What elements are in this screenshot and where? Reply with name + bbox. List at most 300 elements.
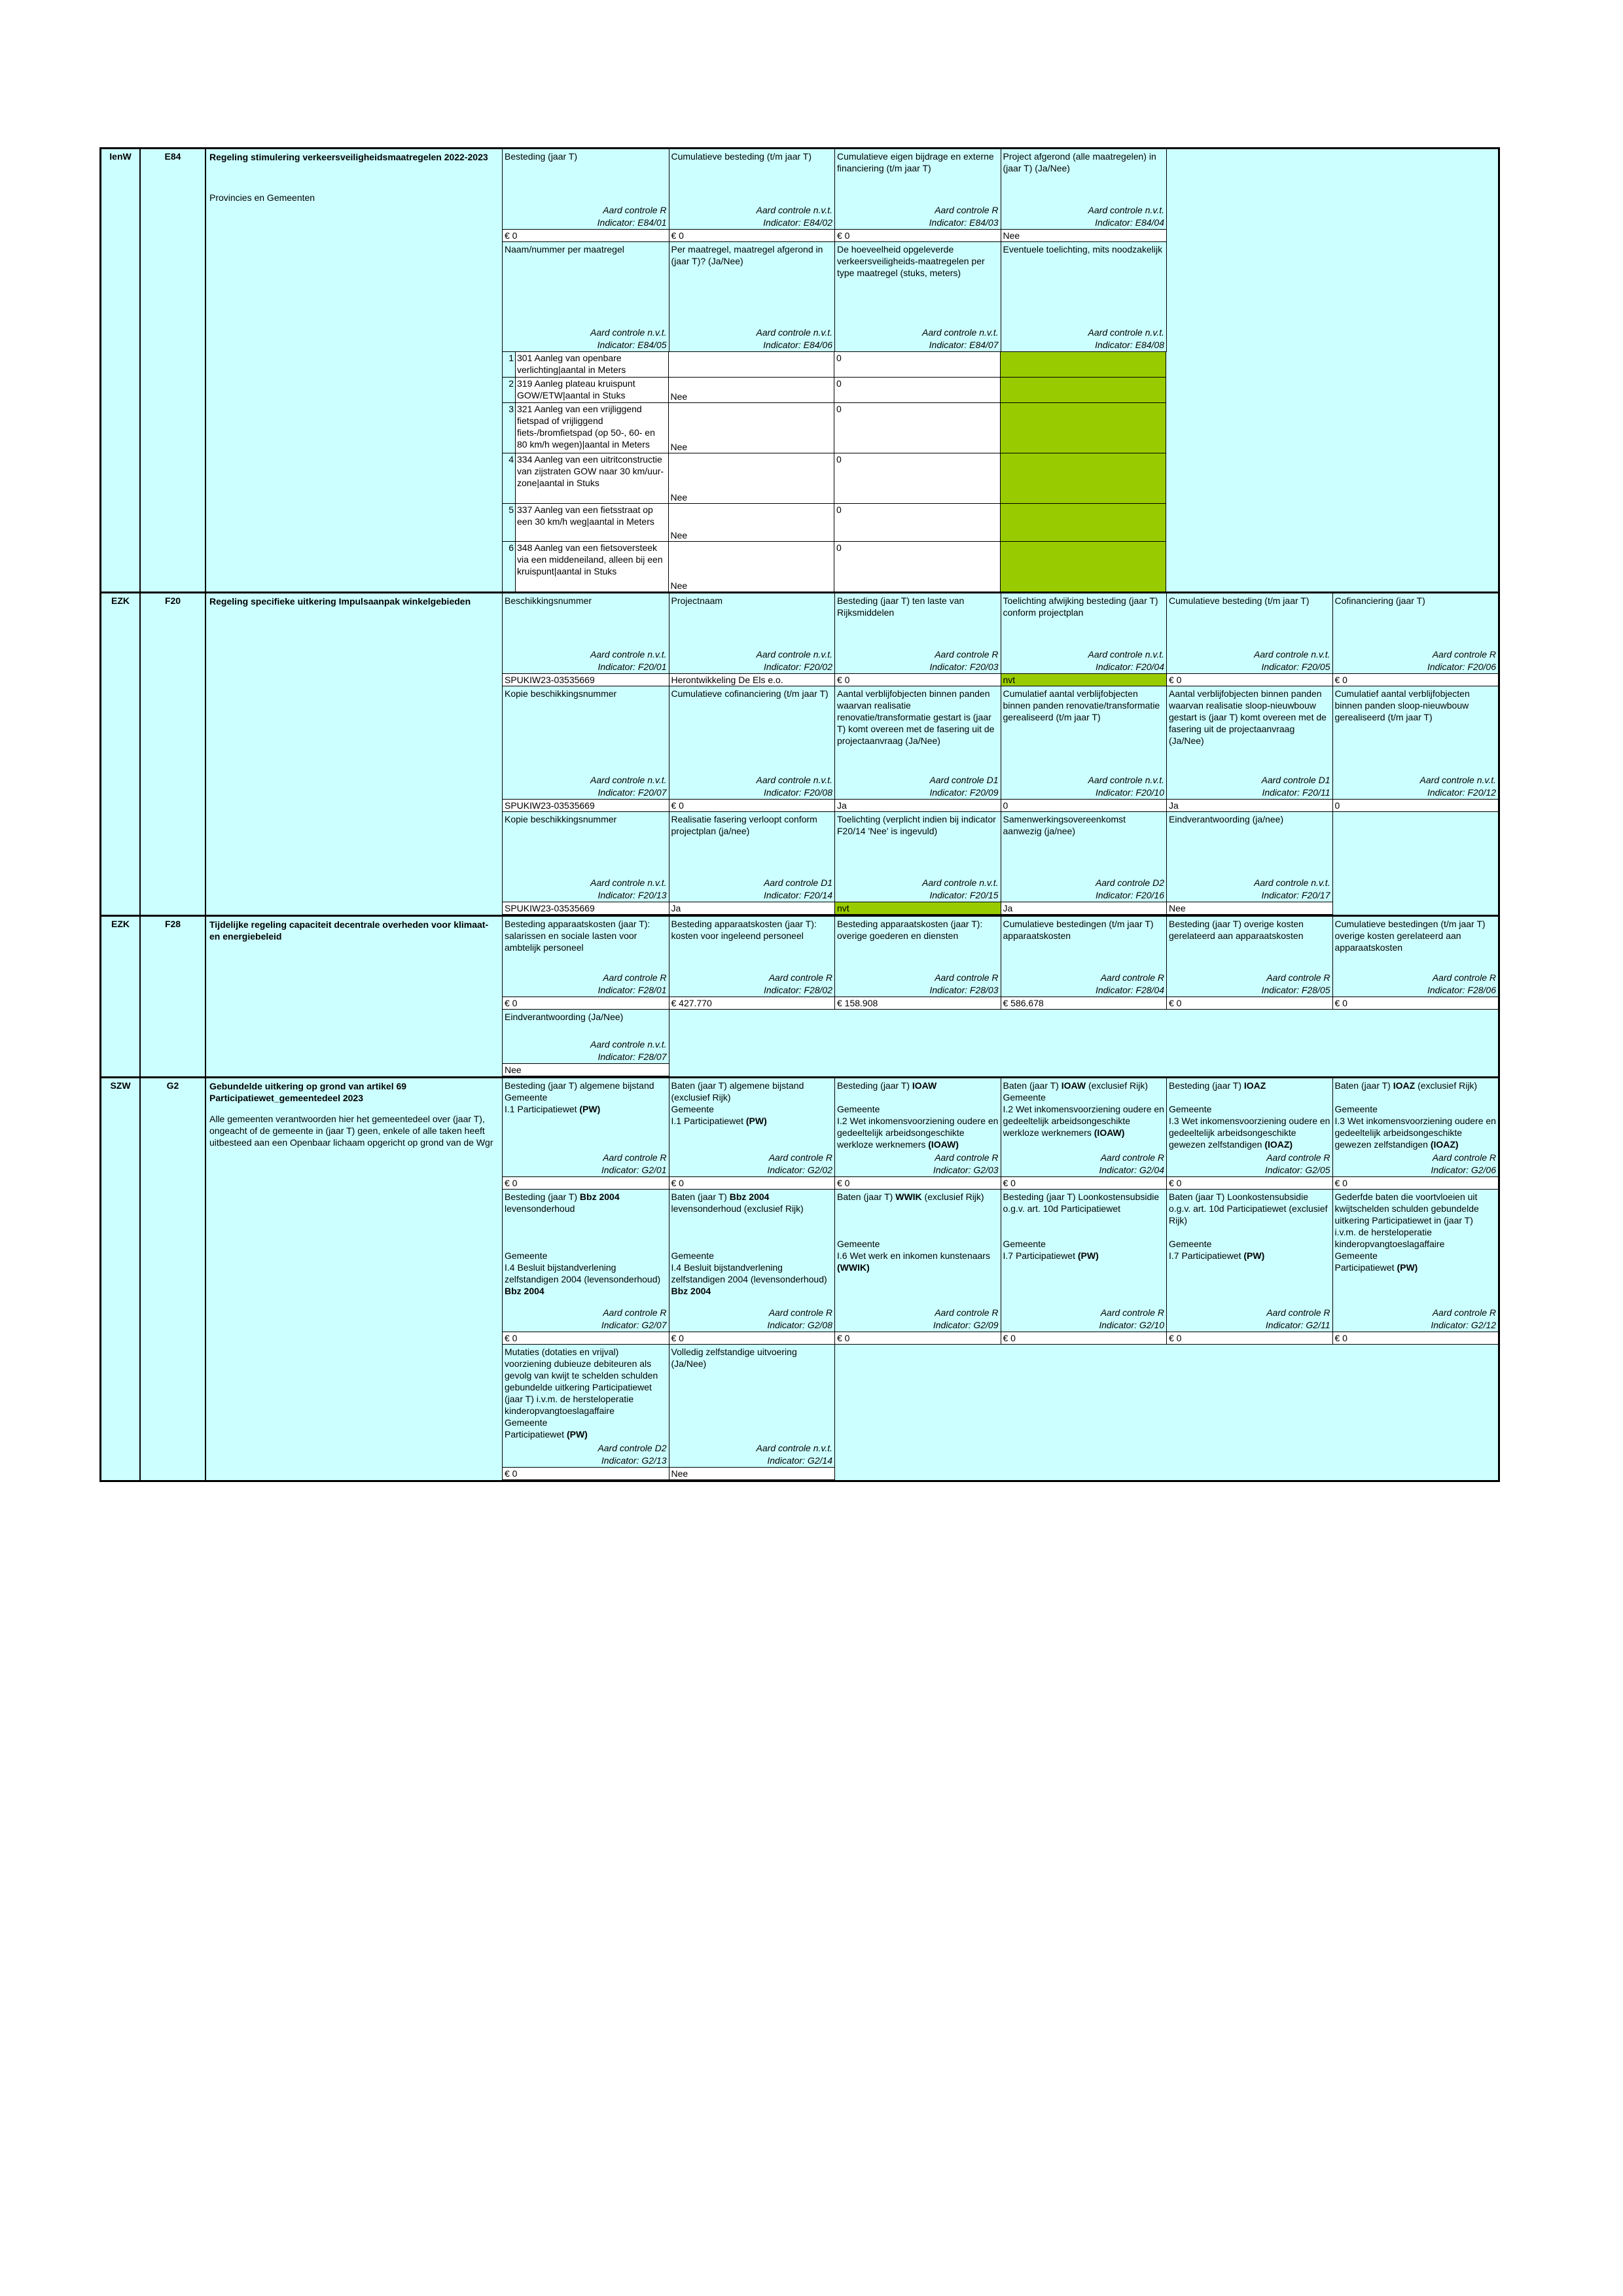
indicator-value[interactable]: € 0 [1167,1176,1332,1190]
section-f20 [101,593,1498,917]
regulation-name-cell [206,917,503,1076]
indicator-value[interactable]: € 0 [1333,673,1499,686]
indicator-code: Indicator: F20/07 [597,787,667,798]
indicator-cell [1001,149,1167,242]
indicator-code: Indicator: F20/02 [763,662,832,672]
control-type: Aard controle n.v.t. [1254,649,1330,660]
indicator-code: Indicator: F20/14 [763,890,832,900]
measure-number: 6 [503,542,516,592]
indicator-value[interactable]: Nee [1167,902,1332,915]
indicator-code: Indicator: F28/06 [1427,985,1496,995]
indicator-row [503,917,1498,1010]
indicator-value[interactable]: SPUKIW23-03535669 [503,799,669,812]
empty-cell [834,1010,1001,1076]
indicator-cell [1001,1078,1167,1190]
measure-name: 337 Aanleg van een fietsstraat op een 30 km/h weg|aantal in Meters [516,504,669,541]
measure-completed[interactable]: Nee [669,542,835,592]
indicator-row [503,593,1498,686]
indicator-code: Indicator: F28/01 [597,985,667,995]
indicator-code: Indicator: G2/07 [601,1320,667,1330]
control-type: Aard controle n.v.t. [1088,205,1164,215]
indicator-cell [1001,1190,1167,1345]
indicator-label: Cumulatieve eigen bijdrage en externe financiering (t/m jaar T) [837,151,994,173]
measure-name: 319 Aanleg plateau kruispunt GOW/ETW|aantal in Stuks [516,378,669,402]
measure-remark[interactable] [1001,403,1167,453]
section-f28 [101,917,1498,1078]
indicator-label: Project afgerond (alle maatregelen) in (jaar T) (Ja/Nee) [1003,151,1156,173]
indicator-value[interactable]: Ja [1001,902,1167,915]
indicator-value[interactable]: € 427.770 [669,997,835,1010]
indicator-row [503,1190,1498,1345]
indicator-code: Indicator: F20/15 [929,890,999,900]
indicator-code: Indicator: E84/03 [929,217,999,228]
indicator-label: Besteding (jaar T) overige kosten gerelateerd aan apparaatskosten [1169,919,1304,941]
indicator-cell [834,812,1001,915]
indicator-grid [503,1078,1498,1480]
indicator-code: Indicator: G2/01 [601,1165,667,1175]
indicator-label: Toelichting (verplicht indien bij indicator F20/14 'Nee' is ingevuld) [837,814,996,836]
indicator-value[interactable]: € 0 [1001,1176,1167,1190]
regulation-code: E84 [141,149,206,592]
control-type: Aard controle R [1266,972,1330,983]
indicator-cell [503,1010,669,1076]
indicator-label: Volledig zelfstandige uitvoering (Ja/Nee) [671,1347,797,1369]
indicator-value[interactable]: € 0 [1001,1332,1167,1345]
indicator-label: Naam/nummer per maatregel [505,244,624,255]
regulation-code: G2 [141,1078,206,1480]
indicator-code: Indicator: F20/08 [763,787,832,798]
indicator-code: Indicator: F28/07 [597,1051,667,1062]
indicator-value[interactable]: Ja [835,799,1001,812]
measure-number: 4 [503,453,516,503]
empty-cell [1332,242,1499,352]
empty-area [1166,352,1498,592]
indicator-cell [669,686,835,812]
indicator-code: Indicator: G2/02 [767,1165,832,1175]
indicator-code: Indicator: G2/14 [767,1455,832,1466]
indicator-row [503,686,1498,812]
control-type: Aard controle R [935,205,999,215]
indicator-value[interactable]: Herontwikkeling De Els e.o. [669,673,835,686]
indicator-value[interactable]: SPUKIW23-03535669 [503,673,669,686]
control-type: Aard controle n.v.t. [756,1443,832,1453]
control-type: Aard controle R [935,1152,999,1163]
indicator-cell [669,812,835,915]
measure-row [503,453,1166,504]
ministry-cell: EZK [101,593,141,915]
control-type: Aard controle R [603,1307,667,1318]
control-type: Aard controle R [1266,1152,1330,1163]
control-type: Aard controle n.v.t. [1088,649,1164,660]
indicator-cell [1166,686,1332,812]
measure-name: 334 Aanleg van een uitritconstructie van zijstraten GOW naar 30 km/uur-zone|aantal in Stuks [516,453,669,503]
indicator-label: Samenwerkingsovereenkomst aanwezig (ja/nee) [1003,814,1126,836]
section-e84 [101,149,1498,593]
control-type: Aard controle R [1266,1307,1330,1318]
indicator-label: Besteding (jaar T) algemene bijstand Gemeente I.1 Participatiewet (PW) [505,1080,654,1114]
indicator-cell [503,1190,669,1345]
control-type: Aard controle n.v.t. [922,877,999,888]
control-type: Aard controle D1 [1261,775,1330,785]
measure-completed[interactable]: Nee [669,403,835,453]
indicator-value[interactable]: € 0 [669,229,835,242]
indicator-label: Cumulatief aantal verblijfobjecten binnen panden sloop-nieuwbouw gerealiseerd (t/m jaar T) [1334,688,1470,722]
indicator-label: Cumulatieve bestedingen (t/m jaar T) apparaatskosten [1003,919,1154,941]
control-type: Aard controle R [1432,649,1496,660]
indicator-value[interactable]: € 0 [1333,1176,1499,1190]
measure-name: 321 Aanleg van een vrijliggend fietspad of vrijliggend fiets-/bromfietspad (op 50-, 60- en 80 km/h wegen)|aantal in Meters [516,403,669,453]
indicator-row [503,1078,1498,1190]
indicator-value[interactable]: € 0 [669,1332,835,1345]
measure-name: 348 Aanleg van een fietsoversteek via een middeneiland, alleen bij een kruispunt|aantal in Stuks [516,542,669,592]
measure-row [503,542,1166,592]
control-type: Aard controle n.v.t. [590,877,667,888]
indicator-cell [1166,812,1332,915]
indicator-table [99,147,1500,1482]
measure-row [503,504,1166,542]
control-type: Aard controle n.v.t. [590,1039,667,1050]
control-type: Aard controle D1 [929,775,999,785]
indicator-value[interactable]: Ja [1167,799,1332,812]
measure-number: 2 [503,378,516,402]
measure-remark[interactable] [1001,352,1167,377]
indicator-label: Aantal verblijfobjecten binnen panden waarvan realisatie renovatie/transformatie gestart is (jaar T) komt overeen met de fasering uit de projectaanvraag (Ja/Nee) [837,688,995,746]
indicator-cell [669,242,835,352]
control-type: Aard controle R [1432,1307,1496,1318]
indicator-row [503,1010,1498,1076]
measure-row [503,378,1166,403]
indicator-code: Indicator: F20/09 [929,787,999,798]
control-type: Aard controle R [768,1307,832,1318]
indicator-label: Besteding apparaatskosten (jaar T): overige goederen en diensten [837,919,983,941]
indicator-value[interactable]: Nee [1001,229,1167,242]
indicator-row [503,1345,1498,1480]
indicator-code: Indicator: F20/06 [1427,662,1496,672]
control-type: Aard controle n.v.t. [756,205,832,215]
empty-cell [1001,1010,1167,1076]
empty-cell [1001,1345,1167,1480]
control-type: Aard controle n.v.t. [590,649,667,660]
indicator-value[interactable]: € 0 [503,997,669,1010]
control-type: Aard controle D2 [1095,877,1164,888]
empty-cell [834,1345,1001,1480]
indicator-cell [503,149,669,242]
measure-completed[interactable]: Nee [669,504,835,541]
indicator-cell [503,593,669,686]
indicator-code: Indicator: F20/13 [597,890,667,900]
indicator-label: Baten (jaar T) algemene bijstand (exclusief Rijk) Gemeente I.1 Participatiewet (PW) [671,1080,804,1126]
control-type: Aard controle R [1100,1152,1164,1163]
indicator-label: Besteding (jaar T) ten laste van Rijksmiddelen [837,595,965,618]
measure-number: 5 [503,504,516,541]
indicator-cell [1001,917,1167,1010]
indicator-value[interactable]: € 0 [503,229,669,242]
indicator-label: Kopie beschikkingsnummer [505,814,617,824]
indicator-code: Indicator: F20/11 [1262,787,1330,798]
indicator-code: Indicator: G2/03 [933,1165,999,1175]
indicator-cell [1001,593,1167,686]
indicator-cell [503,917,669,1010]
regulation-title: Regeling stimulering verkeersveiligheidsmaatregelen 2022-2023 [209,152,488,162]
indicator-value[interactable]: 0 [1001,799,1167,812]
indicator-label: Baten (jaar T) Bbz 2004 levensonderhoud (exclusief Rijk) Gemeente I.4 Besluit bijstandverlening zelfstandigen 2004 (levensonderhoud) Bbz 2004 [671,1192,827,1296]
measures-block [503,352,1498,592]
control-type: Aard controle D1 [763,877,832,888]
indicator-code: Indicator: F20/04 [1095,662,1164,672]
indicator-cell [503,1345,669,1480]
measure-quantity[interactable]: 0 [834,542,1001,592]
indicator-code: Indicator: F20/03 [929,662,999,672]
measure-remark[interactable] [1001,504,1167,541]
regulation-code: F28 [141,917,206,1076]
indicator-code: Indicator: F20/05 [1261,662,1330,672]
empty-cell [1166,149,1332,242]
control-type: Aard controle n.v.t. [922,327,999,338]
measure-number: 3 [503,403,516,453]
indicator-label: Cumulatief aantal verblijfobjecten binnen panden renovatie/transformatie gerealiseerd (t/m jaar T) [1003,688,1160,722]
indicator-label: Baten (jaar T) IOAZ (exclusief Rijk) Gemeente I.3 Wet inkomensvoorziening oudere en gedeeltelijk arbeidsongeschikte gewezen zelfstandigen (IOAZ) [1334,1080,1496,1150]
indicator-label: Beschikkingsnummer [505,595,592,606]
control-type: Aard controle R [1432,972,1496,983]
indicator-code: Indicator: E84/05 [597,340,667,350]
control-type: Aard controle R [603,1152,667,1163]
indicator-value[interactable]: € 0 [835,1176,1001,1190]
indicator-cell [1166,1078,1332,1190]
control-type: Aard controle n.v.t. [756,327,832,338]
indicator-value[interactable]: nvt [835,902,1001,915]
empty-cell [669,1010,835,1076]
indicator-code: Indicator: F28/04 [1095,985,1164,995]
indicator-code: Indicator: F20/10 [1095,787,1164,798]
control-type: Aard controle n.v.t. [590,775,667,785]
control-type: Aard controle n.v.t. [1088,775,1164,785]
ministry-cell: IenW [101,149,141,592]
indicator-code: Indicator: E84/01 [597,217,667,228]
indicator-cell [669,1345,835,1480]
measures-list [503,352,1166,592]
indicator-value[interactable]: Nee [669,1467,835,1480]
indicator-value[interactable]: € 0 [1167,1332,1332,1345]
indicator-cell [834,242,1001,352]
indicator-label: Projectnaam [671,595,723,606]
indicator-label: Eindverantwoording (ja/nee) [1169,814,1284,824]
measure-name: 301 Aanleg van openbare verlichting|aantal in Meters [516,352,669,377]
control-type: Aard controle R [768,1152,832,1163]
indicator-value[interactable]: € 0 [1333,1332,1499,1345]
section-g2 [101,1078,1498,1480]
indicator-label: Baten (jaar T) IOAW (exclusief Rijk) Gemeente I.2 Wet inkomensvoorziening oudere en gedeeltelijk arbeidsongeschikte werkloze werknemers (IOAW) [1003,1080,1164,1138]
indicator-cell [503,1078,669,1190]
regulation-title: Tijdelijke regeling capaciteit decentrale overheden voor klimaat- en energiebeleid [209,919,489,942]
indicator-cell [1001,812,1167,915]
indicator-label: Aantal verblijfobjecten binnen panden waarvan realisatie sloop-nieuwbouw gestart is (jaar T) komt overeen met de fasering uit de projectaanvraag (Ja/Nee) [1169,688,1327,746]
indicator-code: Indicator: F28/03 [929,985,999,995]
empty-cell [1332,1345,1499,1480]
regulation-name-cell [206,593,503,915]
indicator-value[interactable]: € 158.908 [835,997,1001,1010]
indicator-code: Indicator: G2/13 [601,1455,667,1466]
regulation-description: Provincies en Gemeenten [209,192,315,203]
indicator-cell [834,686,1001,812]
indicator-label: Besteding (jaar T) Loonkostensubsidie o.g.v. art. 10d Participatiewet Gemeente I.7 Participatiewet (PW) [1003,1192,1160,1261]
indicator-cell [834,593,1001,686]
regulation-name-cell [206,149,503,592]
indicator-value[interactable]: € 0 [835,673,1001,686]
indicator-cell [669,1078,835,1190]
indicator-grid [503,593,1498,915]
indicator-label: Baten (jaar T) WWIK (exclusief Rijk) Gemeente I.6 Wet werk en inkomen kunstenaars (WWIK) [837,1192,990,1273]
measure-completed[interactable]: Nee [669,453,835,503]
indicator-label: Cumulatieve bestedingen (t/m jaar T) overige kosten gerelateerd aan apparaatskosten [1334,919,1486,953]
indicator-label: Besteding (jaar T) IOAW Gemeente I.2 Wet inkomensvoorziening oudere en gedeeltelijk arbeidsongeschikte werkloze werknemers (IOAW) [837,1080,999,1150]
indicator-cell [669,1190,835,1345]
indicator-code: Indicator: E84/08 [1095,340,1164,350]
indicator-label: Eindverantwoording (Ja/Nee) [505,1012,624,1022]
indicator-label: Toelichting afwijking besteding (jaar T) conform projectplan [1003,595,1158,618]
empty-cell [1166,1345,1332,1480]
indicator-label: Realisatie fasering verloopt conform projectplan (ja/nee) [671,814,817,836]
measure-completed[interactable] [669,352,835,377]
measure-remark[interactable] [1001,453,1167,503]
indicator-label: Baten (jaar T) Loonkostensubsidie o.g.v. art. 10d Participatiewet (exclusief Rijk) Gemeente I.7 Participatiewet (PW) [1169,1192,1328,1261]
indicator-value[interactable]: € 0 [503,1176,669,1190]
indicator-value[interactable]: € 586.678 [1001,997,1167,1010]
indicator-code: Indicator: F20/17 [1261,890,1330,900]
measure-remark[interactable] [1001,378,1167,402]
measure-number: 1 [503,352,516,377]
indicator-label: Per maatregel, maatregel afgerond in (jaar T)? (Ja/Nee) [671,244,823,266]
empty-cell [1166,242,1332,352]
indicator-cell [669,917,835,1010]
indicator-label: Cumulatieve besteding (t/m jaar T) [1169,595,1310,606]
indicator-cell [1332,1078,1499,1190]
measure-completed[interactable]: Nee [669,378,835,402]
measure-row [503,403,1166,453]
measure-quantity[interactable]: 0 [834,453,1001,503]
indicator-cell [1166,593,1332,686]
indicator-value[interactable]: 0 [1333,799,1499,812]
indicator-value[interactable]: nvt [1001,673,1167,686]
indicator-cell [669,593,835,686]
indicator-code: Indicator: G2/11 [1265,1320,1330,1330]
control-type: Aard controle D2 [597,1443,667,1453]
indicator-cell [1001,686,1167,812]
indicator-code: Indicator: F20/12 [1427,787,1496,798]
empty-cell [1332,812,1499,915]
indicator-code: Indicator: E84/06 [763,340,832,350]
measure-quantity[interactable]: 0 [834,504,1001,541]
indicator-value[interactable]: € 0 [503,1467,669,1480]
control-type: Aard controle n.v.t. [1419,775,1496,785]
indicator-value[interactable]: € 0 [669,1176,835,1190]
indicator-label: Eventuele toelichting, mits noodzakelijk [1003,244,1163,255]
control-type: Aard controle R [768,972,832,983]
indicator-value[interactable]: SPUKIW23-03535669 [503,902,669,915]
indicator-value[interactable]: € 0 [835,229,1001,242]
indicator-value[interactable]: Nee [503,1063,669,1076]
indicator-label: Cumulatieve cofinanciering (t/m jaar T) [671,688,829,699]
indicator-code: Indicator: G2/05 [1264,1165,1330,1175]
empty-cell [1332,1010,1499,1076]
indicator-code: Indicator: E84/07 [929,340,999,350]
indicator-label: De hoeveelheid opgeleverde verkeersveiligheids-maatregelen per type maatregel (stuks, meters) [837,244,985,278]
indicator-label: Besteding (jaar T) Bbz 2004 levensonderhoud Gemeente I.4 Besluit bijstandverlening zelfstandigen 2004 (levensonderhoud) Bbz 2004 [505,1192,661,1296]
indicator-cell [669,149,835,242]
control-type: Aard controle n.v.t. [1088,327,1164,338]
ministry-cell: SZW [101,1078,141,1480]
control-type: Aard controle R [603,972,667,983]
indicator-label: Gederfde baten die voortvloeien uit kwijtschelden schulden gebundelde uitkering Participatiewet in (jaar T) i.v.m. de hersteloperatie kinderopvangtoeslagaffaire Gemeente Participatiewet (PW) [1334,1192,1479,1273]
indicator-row [503,149,1498,242]
indicator-cell [503,242,669,352]
indicator-cell [1332,917,1499,1010]
control-type: Aard controle R [935,649,999,660]
indicator-value[interactable]: € 0 [669,799,835,812]
indicator-cell [834,917,1001,1010]
indicator-code: Indicator: E84/04 [1095,217,1164,228]
indicator-cell [1166,917,1332,1010]
indicator-cell [503,812,669,915]
indicator-cell [1332,1190,1499,1345]
measure-quantity[interactable]: 0 [834,378,1001,402]
indicator-code: Indicator: G2/08 [767,1320,832,1330]
measure-row [503,352,1166,378]
indicator-value[interactable]: € 0 [503,1332,669,1345]
indicator-cell [1001,242,1167,352]
indicator-code: Indicator: G2/04 [1099,1165,1164,1175]
indicator-value[interactable]: € 0 [1167,673,1332,686]
measure-remark[interactable] [1001,542,1167,592]
indicator-cell [1166,1190,1332,1345]
measure-quantity[interactable]: 0 [834,352,1001,377]
indicator-grid [503,149,1498,592]
indicator-cell [503,686,669,812]
control-type: Aard controle n.v.t. [590,327,667,338]
control-type: Aard controle R [1100,1307,1164,1318]
measure-quantity[interactable]: 0 [834,403,1001,453]
control-type: Aard controle R [1432,1152,1496,1163]
control-type: Aard controle R [603,205,667,215]
indicator-row [503,242,1498,352]
indicator-value[interactable]: Ja [669,902,835,915]
regulation-code: F20 [141,593,206,915]
indicator-code: Indicator: F28/05 [1261,985,1330,995]
indicator-grid [503,917,1498,1076]
ministry-cell: EZK [101,917,141,1076]
regulation-title: Regeling specifieke uitkering Impulsaanpak winkelgebieden [209,596,471,607]
empty-cell [1166,1010,1332,1076]
indicator-code: Indicator: F20/16 [1095,890,1164,900]
regulation-description: Alle gemeenten verantwoorden hier het gemeentedeel over (jaar T), ongeacht of de gemeente in (jaar T) geen, enkele of alle taken heeft uitbesteed aan een Openbaar lichaam opgericht op grond van de Wgr [209,1114,493,1148]
indicator-row [503,812,1498,915]
indicator-code: Indicator: E84/02 [763,217,832,228]
indicator-value[interactable]: € 0 [1167,997,1332,1010]
indicator-value[interactable]: € 0 [1333,997,1499,1010]
indicator-cell [1332,593,1499,686]
indicator-value[interactable]: € 0 [835,1332,1001,1345]
control-type: Aard controle R [935,972,999,983]
indicator-code: Indicator: G2/09 [933,1320,999,1330]
control-type: Aard controle n.v.t. [756,775,832,785]
indicator-label: Mutaties (dotaties en vrijval) voorziening dubieuze debiteuren als gevolg van kwijt te schelden schulden gebundelde uitkering Participatiewet (jaar T) i.v.m. de hersteloperatie kinderopvangtoeslagaffaire Gemeente Participatiewet (PW) [505,1347,658,1439]
control-type: Aard controle R [935,1307,999,1318]
regulation-name-cell [206,1078,503,1480]
indicator-code: Indicator: G2/06 [1431,1165,1496,1175]
control-type: Aard controle n.v.t. [1254,877,1330,888]
indicator-label: Besteding apparaatskosten (jaar T): kosten voor ingeleend personeel [671,919,817,941]
indicator-label: Besteding (jaar T) [505,151,578,162]
indicator-cell [1332,686,1499,812]
